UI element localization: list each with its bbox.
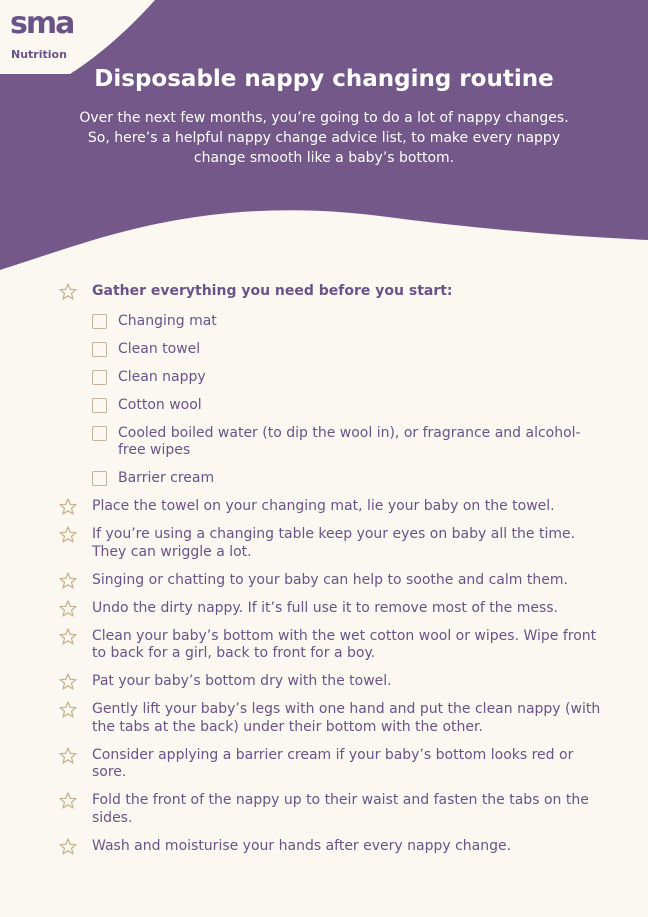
step-text: Singing or chatting to your baby can help to soothe and calm them. [92,571,568,588]
logo-subtitle: Nutrition [11,48,67,61]
checklist-item-label: Cooled boiled water (to dip the wool in), or fragrance and alcohol-free wipes [118,424,581,458]
star-bullet-icon [58,282,78,302]
step-text: Pat your baby’s bottom dry with the towel. [92,673,392,689]
step-item [58,600,606,618]
step-text: Gather everything you need before you start: [92,283,453,299]
checkbox[interactable] [92,398,107,413]
checklist-item [92,397,606,415]
page-title: Disposable nappy changing routine [94,66,554,92]
checkbox[interactable] [92,426,107,441]
star-bullet-icon [58,525,78,545]
star-bullet-icon [58,627,78,647]
checkbox[interactable] [92,314,107,329]
step-item [58,747,606,782]
intro-paragraph: Over the next few months, you’re going to do a lot of nappy changes. So, here’s a helpful nappy change advice list, to make every nappy change smooth like a baby’s bottom. [79,110,569,166]
checklist-item-label: Barrier cream [118,470,215,486]
sma-logo [0,0,100,74]
step-text: Fold the front of the nappy up to their waist and fasten the tabs on the sides. [92,792,589,826]
step-text: If you’re using a changing table keep your eyes on baby all the time. They can wriggle a lot. [92,526,576,560]
checklist-item [92,341,606,359]
step-item [58,838,606,856]
checklist-item [92,470,606,488]
checkbox[interactable] [92,342,107,357]
star-bullet-icon [58,599,78,619]
step-text: Gently lift your baby’s legs with one hand and put the clean nappy (with the tabs at the back) under their bottom with the other. [92,701,601,735]
step-item [58,792,606,827]
star-bullet-icon [58,837,78,857]
step-text: Wash and moisturise your hands after every nappy change. [92,837,512,854]
star-bullet-icon [58,791,78,811]
step-item [58,572,606,590]
star-bullet-icon [58,672,78,692]
step-text: Consider applying a barrier cream if your baby’s bottom looks red or sore. [92,746,574,780]
checklist-item [92,425,606,460]
checklist-item-label: Cotton wool [118,396,202,413]
star-bullet-icon [58,571,78,591]
step-item [58,526,606,561]
routine-list [58,283,606,855]
checklist-item-label: Clean nappy [118,368,206,385]
step-text: Clean your baby’s bottom with the wet cotton wool or wipes. Wipe front to back for a girl, back to front for a boy. [92,627,597,661]
checkbox[interactable] [92,471,107,486]
step-item [58,673,606,691]
step-item [58,498,606,516]
checklist-item-label: Clean towel [118,340,201,357]
checklist [92,313,606,488]
step-item [58,701,606,736]
step-item [58,283,606,488]
star-bullet-icon [58,700,78,720]
step-item [58,628,606,663]
star-bullet-icon [58,497,78,517]
step-text: Undo the dirty nappy. If it’s full use it to remove most of the mess. [92,599,559,616]
logo-wordmark: sma [10,6,74,41]
checklist-item [92,313,606,331]
step-text: Place the towel on your changing mat, lie your baby on the towel. [92,498,555,514]
checklist-item-label: Changing mat [118,312,217,329]
star-bullet-icon [58,746,78,766]
checklist-item [92,369,606,387]
checkbox[interactable] [92,370,107,385]
